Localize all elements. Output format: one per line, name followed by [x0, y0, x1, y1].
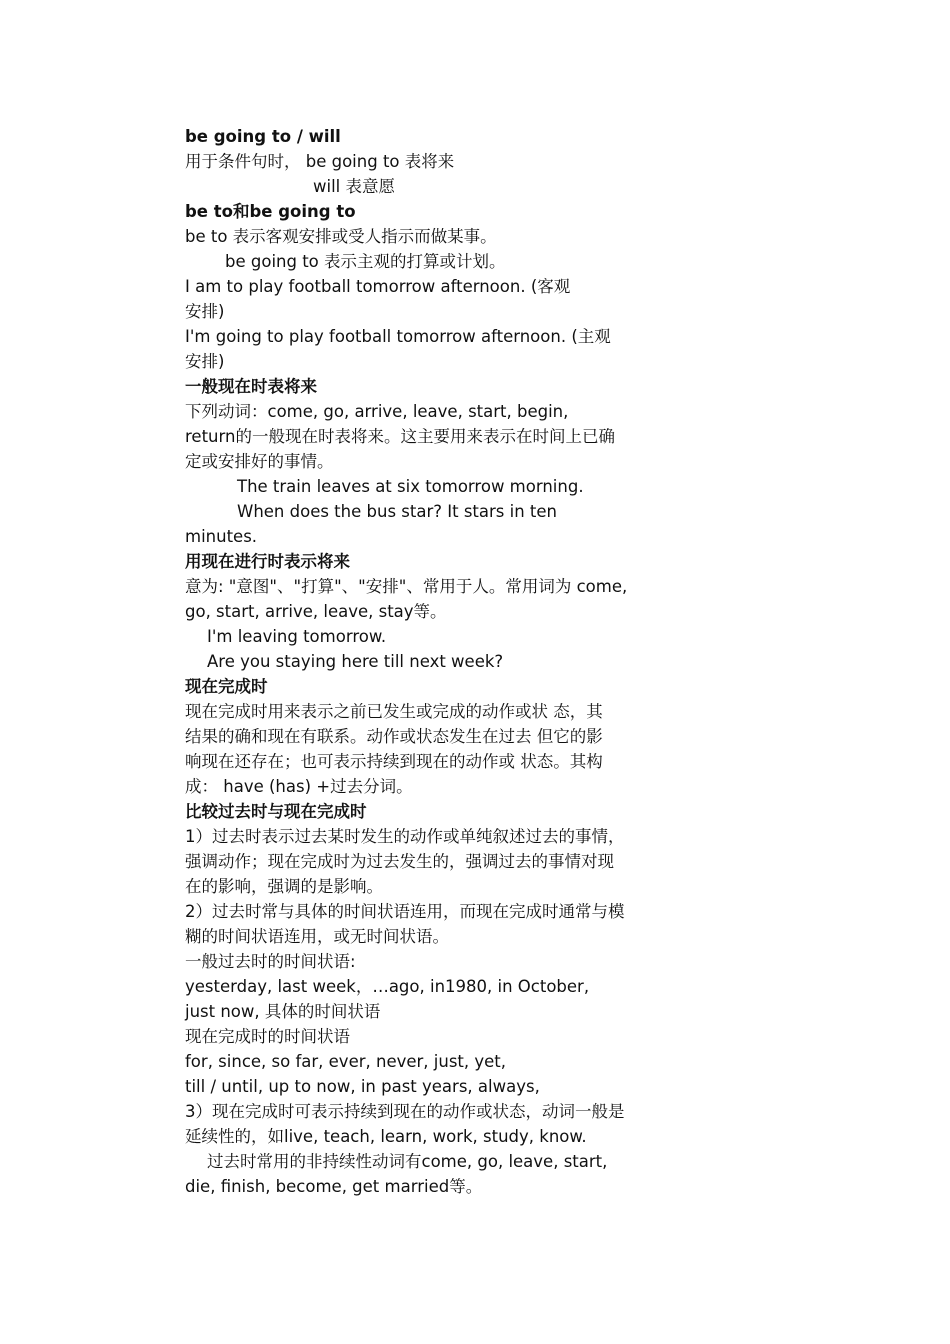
text-line: die, finish, become, get married等。	[185, 1177, 483, 1196]
heading-present-progressive-future: 用现在进行时表示将来	[185, 552, 350, 571]
text-line: for, since, so far, ever, never, just, yet,	[185, 1052, 507, 1071]
example-line: 安排)	[185, 302, 225, 321]
example-line: When does the bus star? It stars in ten	[237, 502, 557, 521]
text-line: 延续性的，如live, teach, learn, work, study, know.	[185, 1127, 587, 1146]
text-line: 3）现在完成时可表示持续到现在的动作或状态，动词一般是	[185, 1102, 625, 1121]
text-line: 强调动作；现在完成时为过去发生的，强调过去的事情对现	[185, 852, 614, 871]
text-line: 用于条件句时， be going to 表将来	[185, 152, 455, 171]
text-line: yesterday, last week，…ago, in1980, in October,	[185, 977, 590, 996]
text-line: 现在完成时用来表示之前已发生或完成的动作或状 态，其	[185, 702, 603, 721]
text-line: till / until, up to now, in past years, always,	[185, 1077, 540, 1096]
text-line: 1）过去时表示过去某时发生的动作或单纯叙述过去的事情，	[185, 827, 625, 846]
text-line: will 表意愿	[313, 177, 395, 196]
example-line: I'm leaving tomorrow.	[207, 627, 387, 646]
example-line: minutes.	[185, 527, 258, 546]
text-line: 现在完成时的时间状语	[185, 1027, 350, 1046]
text-line: 结果的确和现在有联系。动作或状态发生在过去 但它的影	[185, 727, 603, 746]
text-line: 响现在还存在；也可表示持续到现在的动作或 状态。其构	[185, 752, 603, 771]
text-line: 在的影响，强调的是影响。	[185, 877, 383, 896]
heading-be-to-and-be-going-to: be to和be going to	[185, 202, 356, 221]
example-line: I am to play football tomorrow afternoon. (客观	[185, 277, 571, 296]
text-line: 2）过去时常与具体的时间状语连用，而现在完成时通常与模	[185, 902, 625, 921]
heading-compare-past-and-present-perfect: 比较过去时与现在完成时	[185, 802, 367, 821]
document-page	[185, 124, 645, 1199]
text-line: be going to 表示主观的打算或计划。	[225, 252, 506, 271]
example-line: 安排)	[185, 352, 225, 371]
example-line: I'm going to play football tomorrow afternoon. (主观	[185, 327, 611, 346]
example-line: Are you staying here till next week?	[207, 652, 504, 671]
text-line: return的一般现在时表将来。这主要用来表示在时间上已确	[185, 427, 615, 446]
text-line: 糊的时间状语连用，或无时间状语。	[185, 927, 449, 946]
text-line: just now, 具体的时间状语	[185, 1002, 381, 1021]
text-line: 下列动词：come, go, arrive, leave, start, begin,	[185, 402, 569, 421]
heading-be-going-to-will: be going to / will	[185, 127, 341, 146]
heading-present-simple-future: 一般现在时表将来	[185, 377, 317, 396]
heading-present-perfect: 现在完成时	[185, 677, 268, 696]
text-line: 意为: "意图"、"打算"、"安排"、常用于人。常用词为 come,	[185, 577, 628, 596]
text-line: 定或安排好的事情。	[185, 452, 334, 471]
example-line: The train leaves at six tomorrow morning.	[237, 477, 584, 496]
text-line: be to 表示客观安排或受人指示而做某事。	[185, 227, 497, 246]
text-line: 过去时常用的非持续性动词有come, go, leave, start,	[207, 1152, 608, 1171]
text-line: go, start, arrive, leave, stay等。	[185, 602, 447, 621]
text-line: 一般过去时的时间状语:	[185, 952, 356, 971]
text-line: 成： have (has) +过去分词。	[185, 777, 413, 796]
